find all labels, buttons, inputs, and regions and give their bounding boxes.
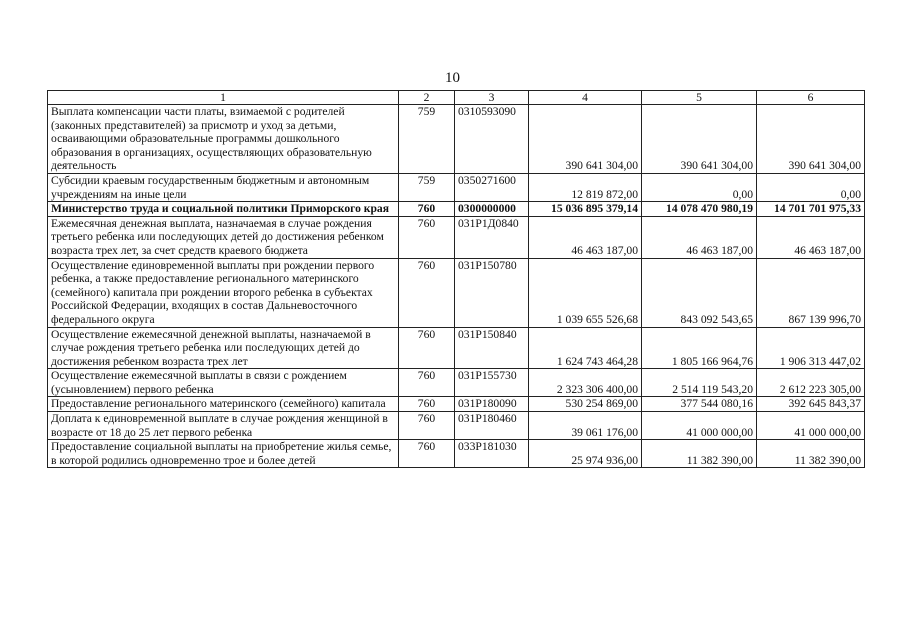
row-name: Ежемесячная денежная выплата, назначаемая в случае рождения третьего ребенка или последующих детей до достижения ребенком возраста трех лет, за счет средств краевого бюджета xyxy=(48,216,399,258)
row-code-target: 031Р150780 xyxy=(455,258,529,327)
header-cell: 6 xyxy=(757,91,865,105)
row-value-col5: 41 000 000,00 xyxy=(642,412,757,440)
table-row xyxy=(48,202,865,217)
row-value-col4: 1 624 743 464,28 xyxy=(529,327,642,369)
row-code-target: 031Р150840 xyxy=(455,327,529,369)
row-code-department: 759 xyxy=(399,105,455,174)
row-code-department: 760 xyxy=(399,327,455,369)
table-row xyxy=(48,216,865,258)
row-value-col4: 25 974 936,00 xyxy=(529,440,642,468)
row-value-col6: 867 139 996,70 xyxy=(757,258,865,327)
table-row xyxy=(48,412,865,440)
row-code-target: 031Р180460 xyxy=(455,412,529,440)
row-code-target: 033Р181030 xyxy=(455,440,529,468)
table-row xyxy=(48,440,865,468)
row-value-col4: 12 819 872,00 xyxy=(529,173,642,201)
table-row xyxy=(48,369,865,397)
table-row xyxy=(48,258,865,327)
row-code-department: 760 xyxy=(399,412,455,440)
row-code-department: 760 xyxy=(399,369,455,397)
header-cell: 5 xyxy=(642,91,757,105)
row-code-target: 0350271600 xyxy=(455,173,529,201)
row-code-target: 031Р180090 xyxy=(455,397,529,412)
row-code-department: 760 xyxy=(399,440,455,468)
row-value-col4: 46 463 187,00 xyxy=(529,216,642,258)
budget-table xyxy=(47,90,865,468)
row-name: Осуществление единовременной выплаты при рождении первого ребенка, а также предоставление регионального материнского (семейного) капитала при рождении второго ребенка в субъектах Российской Федерации, входящих в состав Дальневосточного федерального округа xyxy=(48,258,399,327)
row-value-col6: 1 906 313 447,02 xyxy=(757,327,865,369)
header-cell: 3 xyxy=(455,91,529,105)
header-cell: 2 xyxy=(399,91,455,105)
row-code-department: 760 xyxy=(399,397,455,412)
row-code-department: 759 xyxy=(399,173,455,201)
row-value-col4: 390 641 304,00 xyxy=(529,105,642,174)
row-value-col6: 2 612 223 305,00 xyxy=(757,369,865,397)
row-value-col4: 1 039 655 526,68 xyxy=(529,258,642,327)
header-cell: 1 xyxy=(48,91,399,105)
row-value-col6: 41 000 000,00 xyxy=(757,412,865,440)
row-name: Субсидии краевым государственным бюджетным и автономным учреждениям на иные цели xyxy=(48,173,399,201)
row-name: Министерство труда и социальной политики Приморского края xyxy=(48,202,399,217)
row-value-col6: 0,00 xyxy=(757,173,865,201)
row-value-col5: 843 092 543,65 xyxy=(642,258,757,327)
row-name: Предоставление регионального материнского (семейного) капитала xyxy=(48,397,399,412)
row-value-col5: 377 544 080,16 xyxy=(642,397,757,412)
row-code-target: 031Р1Д0840 xyxy=(455,216,529,258)
row-value-col5: 11 382 390,00 xyxy=(642,440,757,468)
row-value-col5: 390 641 304,00 xyxy=(642,105,757,174)
row-value-col4: 2 323 306 400,00 xyxy=(529,369,642,397)
row-value-col5: 2 514 119 543,20 xyxy=(642,369,757,397)
page-number: 10 xyxy=(445,70,460,86)
row-code-target: 0300000000 xyxy=(455,202,529,217)
row-value-col5: 0,00 xyxy=(642,173,757,201)
row-name: Доплата к единовременной выплате в случае рождения женщиной в возрасте от 18 до 25 лет первого ребенка xyxy=(48,412,399,440)
table-row xyxy=(48,397,865,412)
table-row xyxy=(48,105,865,174)
row-value-col4: 530 254 869,00 xyxy=(529,397,642,412)
row-name: Выплата компенсации части платы, взимаемой с родителей (законных представителей) за присмотр и уход за детьми, осваивающими образовательные программы дошкольного образования в организациях, осуществляющих образовательную деятельность xyxy=(48,105,399,174)
row-code-department: 760 xyxy=(399,258,455,327)
row-name: Предоставление социальной выплаты на приобретение жилья семье, в которой родились одновременно трое и более детей xyxy=(48,440,399,468)
row-value-col6: 14 701 701 975,33 xyxy=(757,202,865,217)
row-value-col4: 15 036 895 379,14 xyxy=(529,202,642,217)
row-value-col5: 46 463 187,00 xyxy=(642,216,757,258)
row-name: Осуществление ежемесячной выплаты в связи с рождением (усыновлением) первого ребенка xyxy=(48,369,399,397)
row-code-target: 031Р155730 xyxy=(455,369,529,397)
table-row xyxy=(48,173,865,201)
row-code-department: 760 xyxy=(399,216,455,258)
row-value-col6: 11 382 390,00 xyxy=(757,440,865,468)
row-value-col6: 392 645 843,37 xyxy=(757,397,865,412)
row-code-department: 760 xyxy=(399,202,455,217)
row-value-col5: 14 078 470 980,19 xyxy=(642,202,757,217)
row-value-col5: 1 805 166 964,76 xyxy=(642,327,757,369)
header-row xyxy=(48,91,865,105)
table-row xyxy=(48,327,865,369)
header-cell: 4 xyxy=(529,91,642,105)
row-value-col6: 46 463 187,00 xyxy=(757,216,865,258)
row-code-target: 0310593090 xyxy=(455,105,529,174)
row-value-col6: 390 641 304,00 xyxy=(757,105,865,174)
row-value-col4: 39 061 176,00 xyxy=(529,412,642,440)
row-name: Осуществление ежемесячной денежной выплаты, назначаемой в случае рождения третьего ребенка или последующих детей до достижения ребенком возраста трех лет xyxy=(48,327,399,369)
